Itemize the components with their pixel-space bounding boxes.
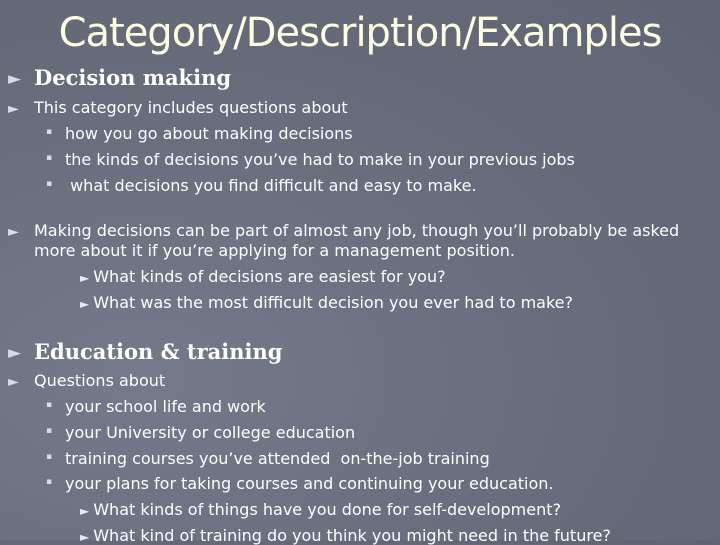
- bullet-arrow-icon: ►: [80, 530, 90, 544]
- example-question: [80, 293, 573, 312]
- bullet-arrow-icon: ►: [80, 271, 90, 285]
- example-text: What kinds of decisions are easiest for you?: [93, 267, 446, 286]
- bullet-arrow-icon: ►: [8, 374, 19, 390]
- section-heading-education-training: Education & training: [34, 339, 283, 364]
- section-intro: Questions about: [34, 371, 166, 390]
- square-bullet-icon: ▪: [46, 179, 53, 189]
- bullet-arrow-icon: ►: [8, 224, 19, 240]
- example-question: [80, 500, 561, 519]
- bullet-arrow-icon: ►: [8, 101, 19, 117]
- bullet-arrow-icon: ►: [80, 297, 90, 311]
- note-line-1: Making decisions can be part of almost any job, though you’ll probably be asked: [34, 221, 680, 240]
- list-item: your school life and work: [65, 397, 266, 416]
- bullet-arrow-icon: ►: [8, 69, 22, 89]
- example-text: What was the most difficult decision you ever had to make?: [93, 293, 573, 312]
- section-heading-decision-making: Decision making: [34, 65, 232, 90]
- list-item: your plans for taking courses and continuing your education.: [65, 474, 554, 493]
- list-item: how you go about making decisions: [65, 124, 353, 143]
- bullet-arrow-icon: ►: [8, 343, 22, 363]
- square-bullet-icon: ▪: [46, 127, 53, 137]
- example-text: What kind of training do you think you might need in the future?: [93, 526, 611, 545]
- example-text: What kinds of things have you done for self-development?: [93, 500, 561, 519]
- list-item: training courses you’ve attended on-the-job training: [65, 449, 490, 468]
- square-bullet-icon: ▪: [46, 400, 53, 410]
- square-bullet-icon: ▪: [46, 426, 53, 436]
- section-intro: This category includes questions about: [34, 98, 348, 117]
- square-bullet-icon: ▪: [46, 153, 53, 163]
- example-question: [80, 267, 446, 286]
- bullet-arrow-icon: ►: [80, 504, 90, 518]
- note-line-2: more about it if you’re applying for a management position.: [34, 241, 515, 260]
- list-item: what decisions you find difficult and easy to make.: [65, 176, 477, 195]
- list-item: the kinds of decisions you’ve had to make in your previous jobs: [65, 150, 575, 169]
- list-item: your University or college education: [65, 423, 356, 442]
- example-question: [80, 526, 611, 545]
- square-bullet-icon: ▪: [46, 452, 53, 462]
- square-bullet-icon: ▪: [46, 477, 53, 487]
- slide-title: Category/Description/Examples: [58, 10, 662, 56]
